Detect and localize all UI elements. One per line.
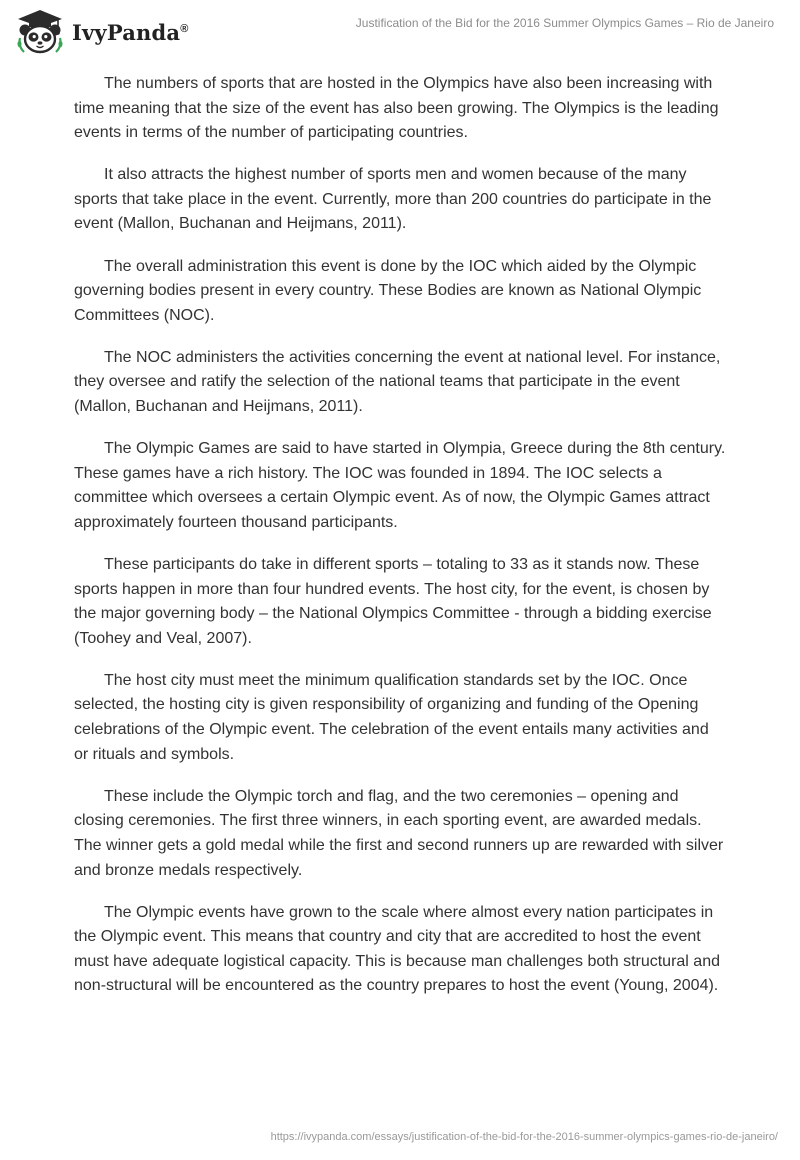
essay-body — [74, 72, 726, 1017]
panda-graduate-icon — [14, 8, 66, 56]
ivypanda-logo[interactable] — [14, 8, 189, 56]
registered-mark: ® — [180, 22, 189, 35]
paragraph: The NOC administers the activities concerning the event at national level. For instance, they oversee and ratify the selection of the national teams that participate in the event (Mallon, Buchanan and Heijmans, 2011). — [74, 348, 721, 416]
document-title: Justification of the Bid for the 2016 Summer Olympics Games – Rio de Janeiro — [355, 16, 774, 30]
logo-wordmark — [72, 20, 189, 45]
paragraph: The host city must meet the minimum qualification standards set by the IOC. Once selected, the hosting city is given responsibility of organizing and funding of the Opening celebrations of the Olympic event. The celebration of the event entails many activities and or rituals and symbols. — [74, 671, 709, 763]
paragraph: The Olympic events have grown to the scale where almost every nation participates in the Olympic event. This means that country and city that are accredited to host the event must have adequate logistical capacity. This is because man challenges both structural and non-structural will be encountered as the country prepares to host the event (Young, 2004). — [74, 903, 720, 995]
paragraph: It also attracts the highest number of sports men and women because of the many sports that take place in the event. Currently, more than 200 countries do participate in the event (Mallon, Buchanan and Heijmans, 2011). — [74, 166, 712, 233]
source-url[interactable]: https://ivypanda.com/essays/justification-of-the-bid-for-the-2016-summer-olympics-games-rio-de-janeiro/ — [270, 1131, 778, 1143]
logo-text: IvyPanda — [72, 19, 181, 45]
paragraph: The numbers of sports that are hosted in the Olympics have also been increasing with time meaning that the size of the event has also been growing. The Olympics is the leading events in terms of the number of participating countries. — [74, 75, 719, 142]
paragraph: These participants do take in different sports – totaling to 33 as it stands now. These sports happen in more than four hundred events. The host city, for the event, is chosen by the major governing body – the National Olympics Committee - through a bidding exercise (Toohey and Veal, 2007). — [74, 556, 712, 647]
paragraph: These include the Olympic torch and flag, and the two ceremonies – opening and closing ceremonies. The first three winners, in each sporting event, are awarded medals. The winner gets a gold medal while the first and second runners up are rewarded with silver and bronze medals respectively. — [74, 787, 724, 879]
paragraph: The overall administration this event is done by the IOC which aided by the Olympic governing bodies present in every country. These Bodies are known as National Olympic Committees (NOC). — [74, 257, 702, 324]
paragraph: The Olympic Games are said to have started in Olympia, Greece during the 8th century. These games have a rich history. The IOC was founded in 1894. The IOC selects a committee which oversees a certain Olympic event. As of now, the Olympic Games attract approximately fourteen thousand participants. — [74, 440, 726, 531]
